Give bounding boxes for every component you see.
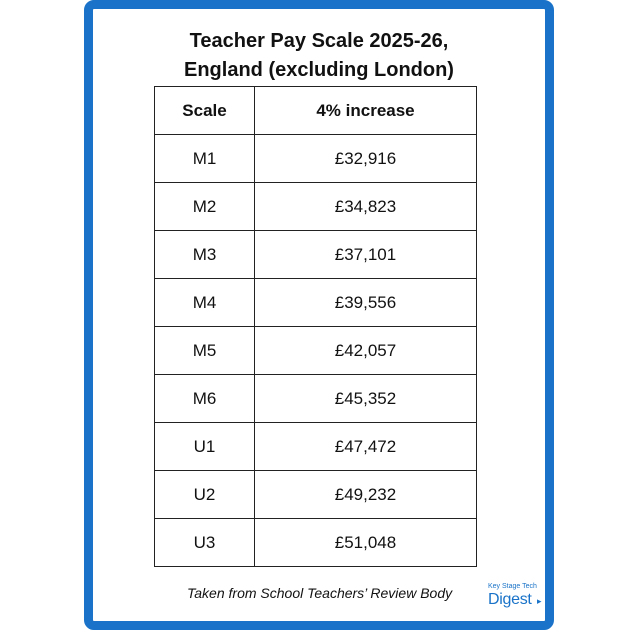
pay-scale-card: [84, 0, 554, 630]
table-row: [155, 135, 477, 183]
column-header-scale: Scale: [155, 87, 255, 135]
table-row: [155, 375, 477, 423]
column-header-increase: 4% increase: [255, 87, 477, 135]
salary-cell: £42,057: [255, 327, 477, 375]
logo-top-text: Key Stage Tech: [488, 583, 537, 590]
salary-cell: £49,232: [255, 471, 477, 519]
scale-cell: U1: [155, 423, 255, 471]
scale-cell: M1: [155, 135, 255, 183]
salary-cell: £37,101: [255, 231, 477, 279]
play-arrow-icon: ▸: [537, 596, 542, 606]
scale-cell: U2: [155, 471, 255, 519]
table-row: [155, 327, 477, 375]
title-line-2: England (excluding London): [184, 59, 454, 81]
salary-cell: £34,823: [255, 183, 477, 231]
table-row: [155, 231, 477, 279]
page-title: [93, 27, 545, 85]
table-row: [155, 279, 477, 327]
salary-cell: £45,352: [255, 375, 477, 423]
table-row: [155, 183, 477, 231]
scale-cell: M4: [155, 279, 255, 327]
scale-cell: M6: [155, 375, 255, 423]
salary-cell: £47,472: [255, 423, 477, 471]
pay-scale-table: [154, 86, 477, 567]
logo-bottom-text: Digest: [488, 591, 532, 608]
salary-cell: £51,048: [255, 519, 477, 567]
table-header-row: [155, 87, 477, 135]
table-row: [155, 519, 477, 567]
scale-cell: M5: [155, 327, 255, 375]
table-row: [155, 423, 477, 471]
scale-cell: M2: [155, 183, 255, 231]
table-row: [155, 471, 477, 519]
salary-cell: £39,556: [255, 279, 477, 327]
key-stage-tech-digest-logo: [488, 583, 550, 617]
scale-cell: U3: [155, 519, 255, 567]
scale-cell: M3: [155, 231, 255, 279]
salary-cell: £32,916: [255, 135, 477, 183]
title-line-1: Teacher Pay Scale 2025-26,: [189, 30, 449, 52]
source-note: Taken from School Teachers’ Review Body: [187, 585, 453, 601]
